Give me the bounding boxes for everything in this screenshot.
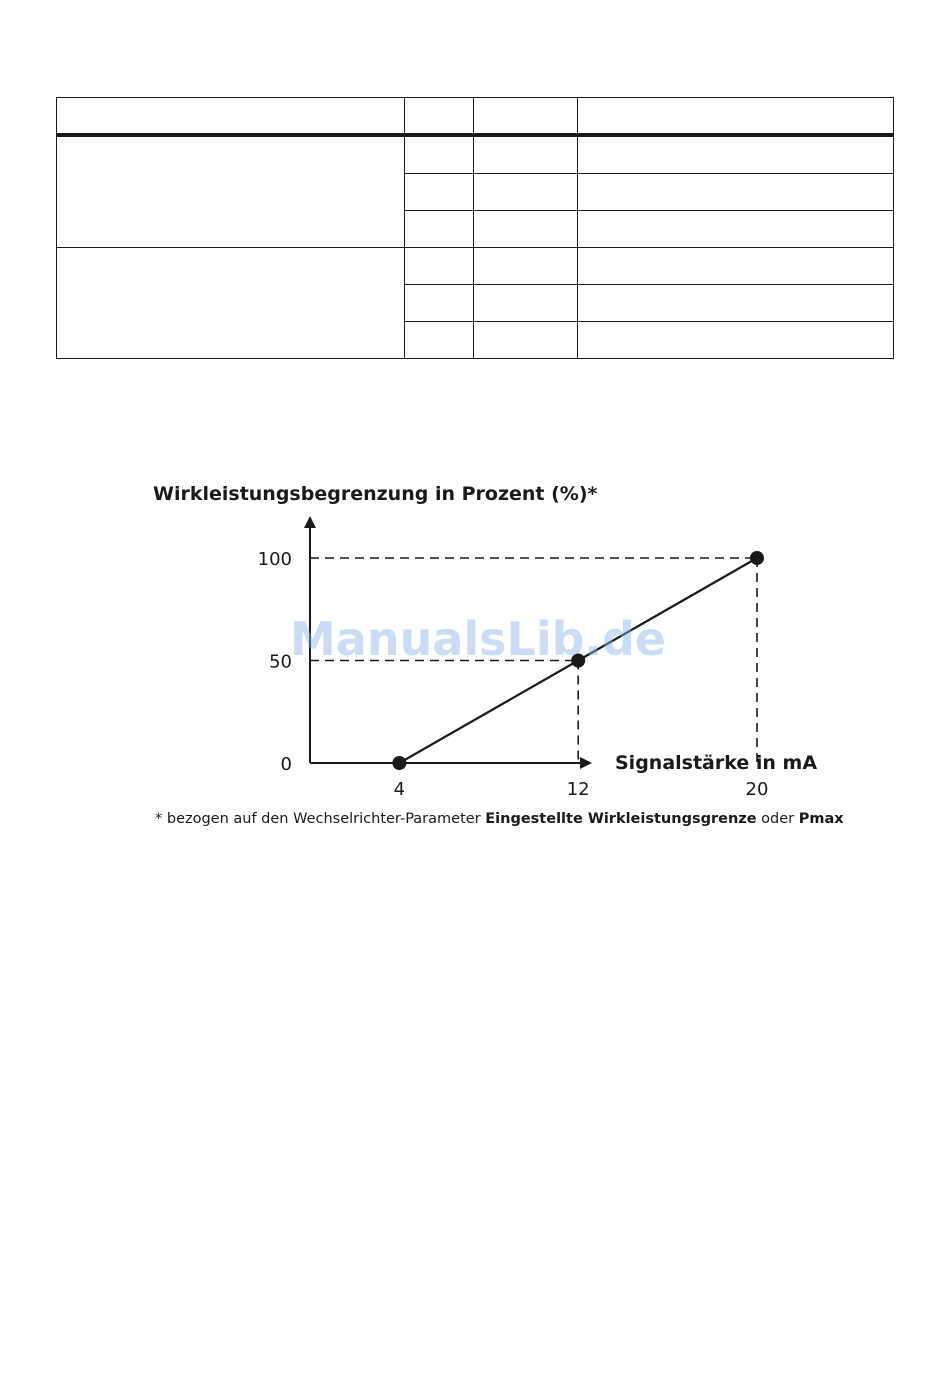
data-point [392, 756, 406, 770]
footnote-param-2: Pmax [798, 811, 844, 827]
chart-footnote [155, 811, 875, 827]
x-tick-label: 20 [745, 779, 769, 800]
footnote-param-1: Eingestellte Wirkleistungsgrenze [485, 811, 757, 827]
y-axis-arrow [304, 516, 316, 528]
footnote-middle: oder [756, 811, 799, 827]
chart-axes [304, 516, 592, 769]
chart-title: Wirkleistungsbegrenzung in Prozent (%)* [153, 483, 598, 505]
x-axis-arrow [580, 757, 592, 769]
reference-lines [310, 558, 757, 763]
x-axis-label: Signalstärke in mA [615, 752, 818, 774]
watermark-logo: ManualsLib.de [290, 612, 667, 666]
data-point [750, 551, 764, 565]
y-tick-label: 50 [269, 651, 292, 673]
data-point [571, 654, 585, 668]
y-tick-label: 0 [280, 754, 292, 775]
y-tick-label: 100 [257, 549, 292, 570]
x-tick-label: 4 [393, 779, 406, 800]
x-tick-label: 12 [566, 779, 590, 800]
footnote-prefix: * bezogen auf den Wechselrichter-Parameter [155, 811, 486, 827]
